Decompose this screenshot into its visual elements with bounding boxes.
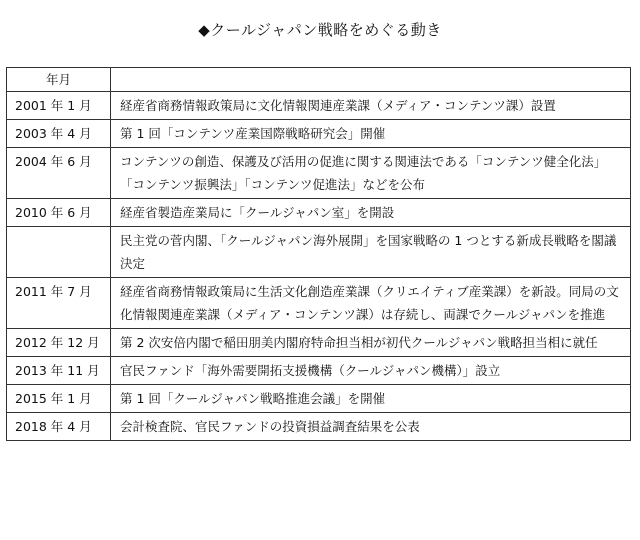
table-row: [7, 92, 631, 120]
timeline-table: [6, 67, 631, 441]
table-row: [7, 329, 631, 357]
row-event: 第 1 回「コンテンツ産業国際戦略研究会」開催: [111, 120, 631, 148]
row-event: 第 2 次安倍内閣で稲田朋美内閣府特命担当相が初代クールジャパン戦略担当相に就任: [111, 329, 631, 357]
table-row: [7, 120, 631, 148]
row-event: 経産省商務情報政策局に文化情報関連産業課（メディア・コンテンツ課）設置: [111, 92, 631, 120]
table-row: [7, 227, 631, 278]
table-row: [7, 413, 631, 441]
row-date: 2010 年 6 月: [7, 199, 111, 227]
row-date: 2001 年 1 月: [7, 92, 111, 120]
row-date: 2004 年 6 月: [7, 148, 111, 199]
table-header-row: [7, 68, 631, 92]
row-date: 2015 年 1 月: [7, 385, 111, 413]
document-title: ◆クールジャパン戦略をめぐる動き: [198, 21, 442, 39]
row-event: 経産省商務情報政策局に生活文化創造産業課（クリエイティブ産業課）を新設。同局の文化情報関連産業課（メディア・コンテンツ課）は存続し、両課でクールジャパンを推進: [111, 278, 631, 329]
row-event: コンテンツの創造、保護及び活用の促進に関する関連法である「コンテンツ健全化法」「コンテンツ振興法」「コンテンツ促進法」などを公布: [111, 148, 631, 199]
table-row: [7, 278, 631, 329]
row-event: 民主党の菅内閣、「クールジャパン海外展開」を国家戦略の 1 つとする新成長戦略を閣議決定: [111, 227, 631, 278]
row-event: 官民ファンド「海外需要開拓支援機構（クールジャパン機構）」設立: [111, 357, 631, 385]
row-event: 会計検査院、官民ファンドの投資損益調査結果を公表: [111, 413, 631, 441]
row-date: 2011 年 7 月: [7, 278, 111, 329]
table-row: [7, 199, 631, 227]
row-date: 2003 年 4 月: [7, 120, 111, 148]
row-date: 2018 年 4 月: [7, 413, 111, 441]
row-date: 2013 年 11 月: [7, 357, 111, 385]
column-header-event: [111, 68, 631, 92]
row-date: 2012 年 12 月: [7, 329, 111, 357]
table-row: [7, 357, 631, 385]
row-date: [7, 227, 111, 278]
row-event: 経産省製造産業局に「クールジャパン室」を開設: [111, 199, 631, 227]
column-header-date: 年月: [7, 68, 111, 92]
row-event: 第 1 回「クールジャパン戦略推進会議」を開催: [111, 385, 631, 413]
table-row: [7, 385, 631, 413]
table-row: [7, 148, 631, 199]
